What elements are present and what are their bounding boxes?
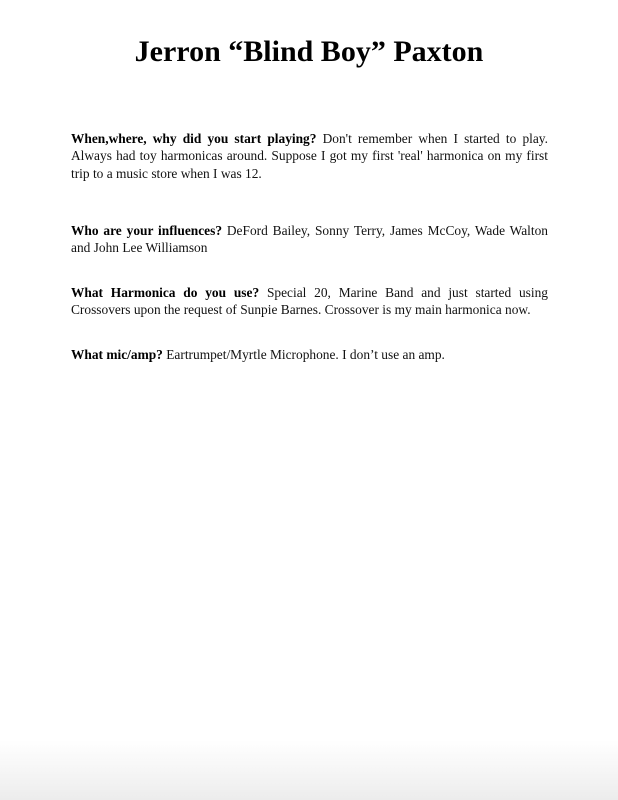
answer-harmonica: Special 20, Marine Band and just started using Crossovers upon the request of Sunpie Barnes. Crossover is my main harmonica now. xyxy=(71,285,548,318)
answer-mic-amp: Eartrumpet/Myrtle Microphone. I don’t use an amp. xyxy=(166,347,445,362)
question-start-playing: When,where, why did you start playing? xyxy=(71,131,317,146)
qa-entry-mic-amp xyxy=(71,346,548,363)
qa-entry-influences xyxy=(71,222,548,257)
question-mic-amp: What mic/amp? xyxy=(71,347,163,362)
question-harmonica: What Harmonica do you use? xyxy=(71,285,260,300)
question-influences: Who are your influences? xyxy=(71,223,223,238)
qa-entry-harmonica xyxy=(71,284,548,319)
qa-entry-start-playing xyxy=(71,130,548,182)
page-title: Jerron “Blind Boy” Paxton xyxy=(134,35,484,68)
answer-influences: DeFord Bailey, Sonny Terry, James McCoy, Wade Walton and John Lee Williamson xyxy=(71,223,548,256)
answer-start-playing: Don't remember when I started to play. Always had toy harmonicas around. Suppose I got my first 'real' harmonica on my first trip to a music store when I was 12. xyxy=(71,131,548,181)
